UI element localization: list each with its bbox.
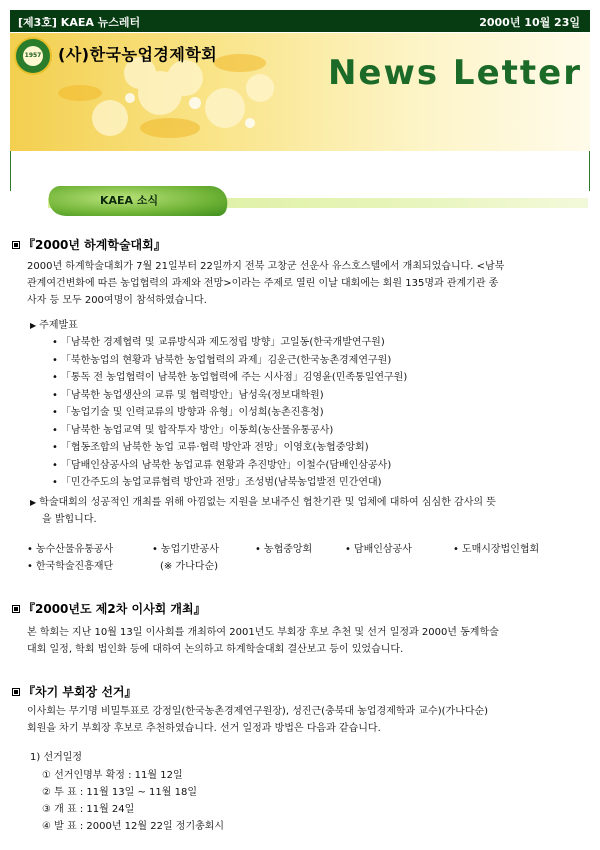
list-item: • 「통독 전 농업협력이 남북한 농업협력에 주는 시사점」김영윤(민족통일연구원)	[52, 372, 408, 383]
schedule-title: 1) 선거일정	[30, 752, 83, 763]
board-paragraph: 본 학회는 지난 10월 13일 이사회를 개최하여 2001년도 부회장 후보 추천 및 선거 일정과 2000년 동계학술 대회 일정, 학회 법인화 등에 대하여 논의하고 하계학술대회 결산보고 등이 있었습니다.	[27, 627, 499, 655]
society-logo-icon: 1957	[14, 37, 52, 75]
list-item: • 「농업기술 및 인력교류의 방향과 유형」이성희(농촌진흥청)	[52, 407, 324, 418]
square-bullet-icon	[12, 605, 20, 613]
frame-right-border	[589, 151, 590, 191]
square-bullet-icon	[12, 241, 20, 249]
talk-list	[52, 334, 407, 492]
board-heading: 『2000년도 제2차 이사회 개최』	[12, 600, 206, 617]
frame-left-border	[10, 151, 11, 191]
list-item: • 「담배인삼공사의 남북한 농업교류 현황과 추진방안」이철수(담배인삼공사)	[52, 459, 392, 471]
triangle-bullet-icon: ▶	[30, 321, 37, 330]
newsletter-title: News Letter	[327, 53, 582, 93]
issue-label: [제3호] KAEA 뉴스레터	[18, 16, 141, 29]
list-item: • 「남북한 농업생산의 교류 및 협력방안」남성욱(정보대학원)	[52, 389, 324, 401]
list-item: • 「남북한 경제협력 및 교류방식과 제도정립 방향」고일동(한국개발연구원)	[52, 337, 385, 348]
issue-date: 2000년 10월 23일	[479, 16, 580, 29]
schedule-item: ① 선거인명부 확정 : 11월 12일	[42, 770, 183, 781]
sponsor-item: • 한국학술진흥재단	[27, 561, 114, 572]
masthead-banner	[10, 33, 590, 151]
list-item: • 「남북한 농업교역 및 합작투자 방안」이동희(농산물유통공사)	[52, 424, 334, 436]
list-item: • 「북한농업의 현황과 남북한 농업협력의 과제」김운근(한국농촌경제연구원)	[52, 354, 392, 366]
sponsor-item: • 담배인삼공사	[345, 544, 412, 555]
vp-paragraph: 이사회는 무기명 비밀투표로 강정일(한국농촌경제연구원장), 성진근(충북대 농업경제학과 교수)(가나다순) 회원을 차기 부회장 후보로 추천하였습니다. 선거 일정과 방법은 다음과 같습니다.	[27, 706, 489, 734]
thanks-paragraph: ▶ 학술대회의 성공적인 개최를 위해 아낌없는 지원을 보내주신 협찬기관 및 업체에 대하여 심심한 감사의 뜻 을 밝힙니다.	[30, 494, 590, 528]
society-name: (사)한국농업경제학회	[58, 45, 218, 64]
triangle-bullet-icon: ▶	[30, 498, 37, 507]
sponsor-item: • 농협중앙회	[255, 544, 313, 555]
sponsor-note: (※ 가나다순)	[160, 561, 219, 572]
sponsor-item: • 도매시장법인협회	[453, 544, 540, 555]
list-item: • 「협동조합의 남북한 농업 교류·협력 방안과 전망」이영호(농협중앙회)	[52, 442, 369, 453]
list-item: • 「민간주도의 농업교류협력 방안과 전망」조성범(남북농업발전 민간연대)	[52, 477, 382, 488]
summer-paragraph: 2000년 하계학술대회가 7월 21일부터 22일까지 전북 고창군 선운사 유스호스텔에서 개최되었습니다. <남북 관계여건변화에 따른 농업협력의 과제와 전망>이라는 주제로 열린 이날 대회에는 회원 135명과 관계기관 종 사자 등 모두 200여명이 참석하였습니다.	[27, 261, 505, 306]
section-title: KAEA 소식	[100, 194, 159, 207]
summer-heading: 『2000년 하계학술대회』	[12, 236, 166, 253]
top-bar	[10, 10, 590, 32]
vp-heading: 『차기 부회장 선거』	[12, 683, 137, 700]
sponsor-item: • 농업기반공사	[152, 544, 219, 555]
schedule-item: ③ 개 표 : 11월 24일	[42, 804, 135, 815]
schedule-item: ④ 발 표 : 2000년 12월 22일 정기총회시	[42, 821, 225, 832]
sponsor-item: • 농수산물유통공사	[27, 544, 114, 555]
square-bullet-icon	[12, 688, 20, 696]
schedule-item: ② 투 표 : 11월 13일 ~ 11월 18일	[42, 787, 198, 798]
topics-label: ▶ 주제발표	[30, 317, 78, 334]
